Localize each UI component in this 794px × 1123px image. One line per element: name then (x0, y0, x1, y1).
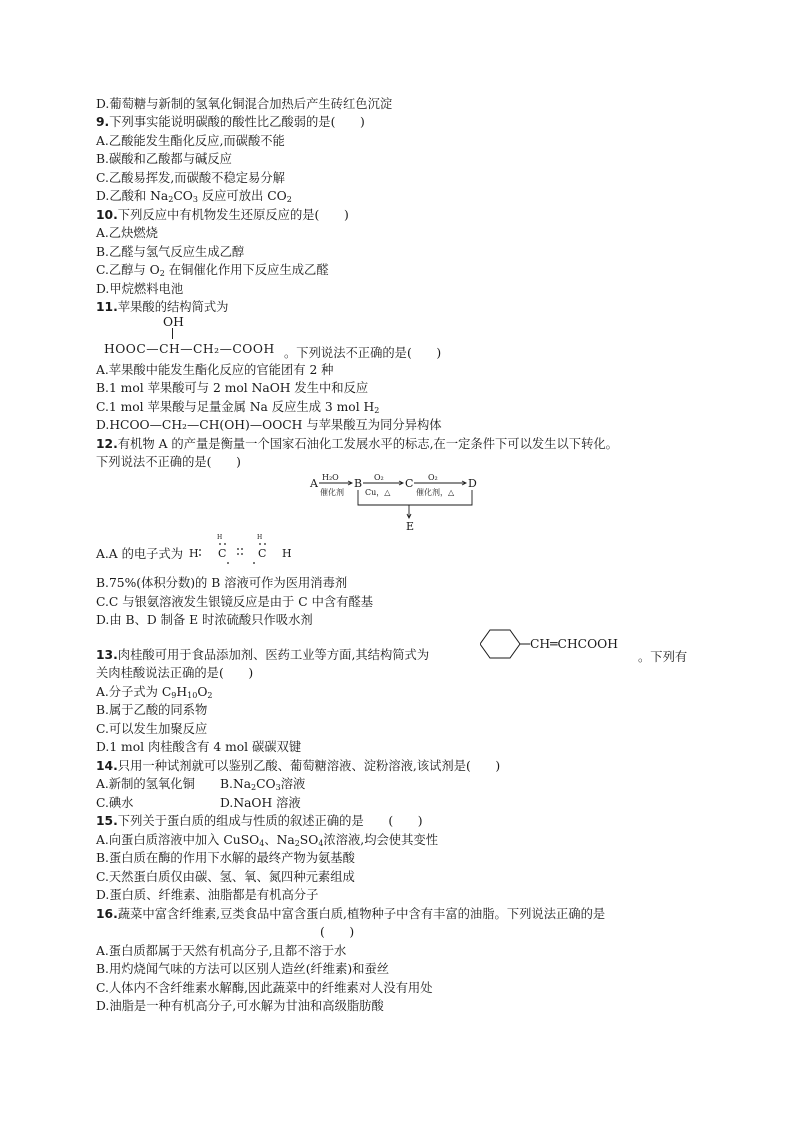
q13-option-d: D.1 mol 肉桂酸含有 4 mol 碳碳双键 (96, 740, 302, 754)
q15-a-s2: 2 (294, 839, 300, 848)
q11-option-a: A.苹果酸中能发生酯化反应的官能团有 2 种 (96, 363, 334, 377)
q15-stem-text: 下列关于蛋白质的组成与性质的叙述正确的是 ( ) (117, 814, 423, 828)
q9-d-mid: CO (173, 189, 193, 203)
q9-d-pre: D.乙酸和 Na (96, 189, 169, 203)
q10-option-c (96, 262, 329, 278)
q10-c-sub: 2 (159, 269, 165, 278)
q13-a-mid: H (176, 685, 188, 699)
q14-b-sub2: 3 (275, 783, 281, 792)
diagram-r2-top: O₂ (374, 473, 384, 482)
q15-stem (96, 813, 423, 829)
q9-stem-text: 下列事实能说明碳酸的酸性比乙酸弱的是( ) (109, 115, 365, 129)
q13-a-s3: 2 (207, 691, 213, 700)
q11-c-sub: 2 (374, 406, 380, 415)
q11-oh-bond (172, 328, 174, 339)
diagram-node-a: A (310, 477, 318, 490)
edot-c-left: C (218, 547, 227, 560)
q12-option-b: B.75%(体积分数)的 B 溶液可作为医用消毒剂 (96, 576, 348, 590)
q16-option-b: B.用灼烧闻气味的方法可以区别人造丝(纤维素)和蚕丝 (96, 962, 390, 976)
q12-stem (96, 436, 618, 452)
q9-d-sub2: 3 (192, 195, 198, 204)
q14-option-a: A.新制的氢氧化铜 (96, 777, 195, 791)
q15-option-d: D.蛋白质、纤维素、油脂都是有机高分子 (96, 888, 319, 902)
edot-h-top-left: H (217, 534, 223, 541)
q12-option-d: D.由 B、D 制备 E 时浓硫酸只作吸水剂 (96, 613, 313, 627)
q11-option-c (96, 399, 379, 415)
diagram-r1-bottom: 催化剂 (320, 488, 344, 497)
q9-d-sub3: 2 (286, 195, 292, 204)
q16-option-c: C.人体内不含纤维素水解酶,因此蔬菜中的纤维素对人没有用处 (96, 981, 433, 995)
q14-number: 14. (96, 759, 118, 773)
q14-b-sub1: 2 (251, 783, 257, 792)
q15-number: 15. (96, 814, 118, 828)
q15-a-mid2: SO (299, 833, 319, 847)
q16-answer-blank: ( ) (320, 925, 355, 939)
q11-oh-label: OH (163, 315, 184, 329)
q12-stem-text: 有机物 A 的产量是衡量一个国家石油化工发展水平的标志,在一定条件下可以发生以下转化。 (117, 437, 618, 451)
q13-a-s1: 9 (171, 691, 177, 700)
q15-a-post: 浓溶液,均会使其变性 (323, 833, 438, 847)
q15-a-pre: A.向蛋白质溶液中加入 CuSO (96, 833, 260, 847)
q13-a-pre: A.分子式为 C (96, 685, 172, 699)
q14-b-post: 溶液 (280, 777, 306, 791)
q16-option-a: A.蛋白质都属于天然有机高分子,且都不溶于水 (96, 944, 347, 958)
q10-stem-text: 下列反应中有机物发生还原反应的是( ) (117, 208, 349, 222)
q13-stem-line2: 关肉桂酸说法正确的是( ) (96, 666, 254, 680)
q13-option-c: C.可以发生加聚反应 (96, 722, 208, 736)
q16-number: 16. (96, 907, 118, 921)
q12-a-pre: A.A 的电子式为 (96, 547, 184, 561)
q11-number: 11. (96, 300, 118, 314)
q12-stem-line2: 下列说法不正确的是( ) (96, 455, 241, 469)
q10-option-a: A.乙炔燃烧 (96, 226, 158, 240)
q13-side-chain: CH═CHCOOH (530, 637, 618, 651)
q12-option-a (96, 546, 183, 562)
q13-tail: 。下列有 (638, 650, 688, 664)
q13-number: 13. (96, 648, 118, 662)
q15-option-a (96, 832, 438, 848)
q15-a-s1: 4 (259, 839, 265, 848)
benzene-ring-icon (480, 626, 530, 662)
q11-option-d: D.HCOO—CH₂—CH(OH)—OOCH 与苹果酸互为同分异构体 (96, 418, 442, 432)
q11-stem-text: 苹果酸的结构简式为 (117, 300, 229, 314)
q11-tail: 。下列说法不正确的是( ) (284, 346, 442, 360)
q9-option-a: A.乙酸能发生酯化反应,而碳酸不能 (96, 134, 285, 148)
q10-number: 10. (96, 208, 118, 222)
q13-a-mid2: O (197, 685, 208, 699)
q14-stem (96, 758, 500, 774)
q9-option-b: B.碳酸和乙酸都与碱反应 (96, 152, 232, 166)
q14-b-mid: CO (256, 777, 276, 791)
diagram-node-d: D (468, 477, 477, 490)
q12-reaction-diagram (308, 468, 498, 532)
q10-stem (96, 207, 349, 223)
q9-stem (96, 114, 365, 130)
q14-option-c: C.碘水 (96, 796, 134, 810)
q10-option-b: B.乙醛与氢气反应生成乙醇 (96, 245, 245, 259)
q15-option-c: C.天然蛋白质仅由碳、氢、氧、氮四种元素组成 (96, 870, 355, 884)
q10-c-post: 在铜催化作用下反应生成乙醛 (164, 263, 329, 277)
diagram-node-b: B (354, 477, 363, 490)
q13-stem (96, 647, 429, 663)
q11-option-b: B.1 mol 苹果酸可与 2 mol NaOH 发生中和反应 (96, 381, 369, 395)
q14-option-d: D.NaOH 溶液 (220, 796, 301, 810)
q16-stem-text: 蔬菜中富含纤维素,豆类食品中富含蛋白质,植物种子中含有丰富的油脂。下列说法正确的是 (117, 907, 606, 921)
diagram-node-e: E (406, 520, 415, 532)
q9-number: 9. (96, 115, 110, 129)
q13-option-b: B.属于乙酸的同系物 (96, 703, 208, 717)
q11-stem (96, 299, 228, 315)
edot-h-top-right: H (257, 534, 263, 541)
q16-stem (96, 906, 605, 922)
q12-option-c: C.C 与银氨溶液发生银镜反应是由于 C 中含有醛基 (96, 595, 374, 609)
edot-h-left: H (189, 547, 199, 560)
q15-option-b: B.蛋白质在酶的作用下水解的最终产物为氨基酸 (96, 851, 355, 865)
q10-c-pre: C.乙醇与 O (96, 263, 160, 277)
q16-option-d: D.油脂是一种有机高分子,可水解为甘油和高级脂肪酸 (96, 999, 384, 1013)
q9-option-c: C.乙酸易挥发,而碳酸不稳定易分解 (96, 171, 285, 185)
q11-c-pre: C.1 mol 苹果酸与足量金属 Na 反应生成 3 mol H (96, 400, 375, 414)
diagram-r2-bottom: Cu，△ (365, 488, 391, 497)
diagram-r3-bottom: 催化剂，△ (416, 488, 455, 497)
q12-number: 12. (96, 437, 118, 451)
edot-c-right: C (258, 547, 267, 560)
q14-option-b (220, 776, 305, 792)
q11-chain: HOOC—CH—CH₂—COOH (104, 342, 275, 356)
q9-option-d (96, 188, 292, 204)
q15-a-mid: 、Na (264, 833, 295, 847)
q12-electron-dot-formula (188, 532, 300, 568)
diagram-r3-top: O₂ (428, 473, 438, 482)
edot-h-right: H (282, 547, 292, 560)
diagram-r1-top: H₂O (322, 473, 339, 482)
q13-option-a (96, 684, 213, 700)
q9-d-mid2: 反应可放出 CO (197, 189, 287, 203)
q8-option-d: D.葡萄糖与新制的氢氧化铜混合加热后产生砖红色沉淀 (96, 97, 393, 111)
q13-a-s2: 10 (187, 691, 198, 700)
q15-a-s3: 4 (318, 839, 324, 848)
q14-stem-text: 只用一种试剂就可以鉴别乙酸、葡萄糖溶液、淀粉溶液,该试剂是( ) (117, 759, 501, 773)
q10-option-d: D.甲烷燃料电池 (96, 282, 184, 296)
q14-b-pre: B.Na (220, 777, 252, 791)
diagram-node-c: C (405, 477, 414, 490)
q13-stem-text: 肉桂酸可用于食品添加剂、医药工业等方面,其结构简式为 (117, 648, 430, 662)
q9-d-sub1: 2 (168, 195, 174, 204)
